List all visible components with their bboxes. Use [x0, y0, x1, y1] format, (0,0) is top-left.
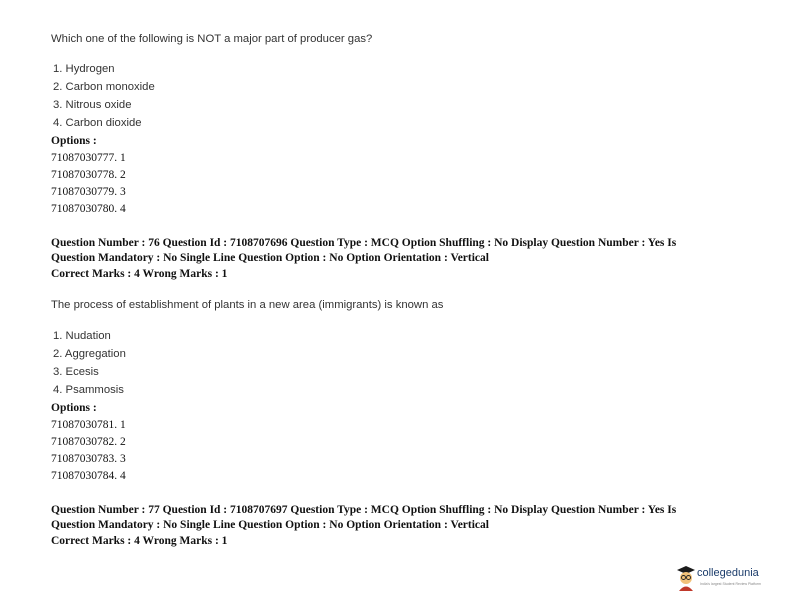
question-text: The process of establishment of plants in a new area (immigrants) is known as [51, 299, 444, 311]
logo-tagline: India's largest Student Review Platform [700, 582, 761, 586]
choice-2: 2. Aggregation [53, 348, 126, 360]
question-meta-line: Question Mandatory : No Single Line Question Option : No Option Orientation : Vertical [51, 252, 489, 264]
choice-4: 4. Psammosis [53, 384, 124, 396]
option-id: 71087030777. 1 [51, 152, 126, 164]
marks-line: Correct Marks : 4 Wrong Marks : 1 [51, 268, 228, 280]
student-mascot-icon [675, 564, 697, 592]
logo-wordmark: collegedunia [697, 567, 759, 579]
option-id: 71087030783. 3 [51, 453, 126, 465]
choice-1: 1. Nudation [53, 330, 111, 342]
question-meta-line: Question Number : 77 Question Id : 7108707697 Question Type : MCQ Option Shuffling : No Display Question Number : Yes Is [51, 504, 677, 516]
option-id: 71087030779. 3 [51, 186, 126, 198]
options-label: Options : [51, 135, 97, 147]
question-text: Which one of the following is NOT a major part of producer gas? [51, 33, 373, 45]
choice-2: 2. Carbon monoxide [53, 81, 155, 93]
question-meta-line: Question Mandatory : No Single Line Question Option : No Option Orientation : Vertical [51, 519, 489, 531]
options-label: Options : [51, 402, 97, 414]
collegedunia-logo [675, 562, 775, 592]
choice-4: 4. Carbon dioxide [53, 117, 142, 129]
question-meta-line: Question Number : 76 Question Id : 7108707696 Question Type : MCQ Option Shuffling : No Display Question Number : Yes Is [51, 237, 677, 249]
choice-3: 3. Nitrous oxide [53, 99, 132, 111]
option-id: 71087030782. 2 [51, 436, 126, 448]
marks-line: Correct Marks : 4 Wrong Marks : 1 [51, 535, 228, 547]
option-id: 71087030784. 4 [51, 470, 126, 482]
choice-1: 1. Hydrogen [53, 63, 115, 75]
option-id: 71087030778. 2 [51, 169, 126, 181]
option-id: 71087030781. 1 [51, 419, 126, 431]
choice-3: 3. Ecesis [53, 366, 99, 378]
option-id: 71087030780. 4 [51, 203, 126, 215]
